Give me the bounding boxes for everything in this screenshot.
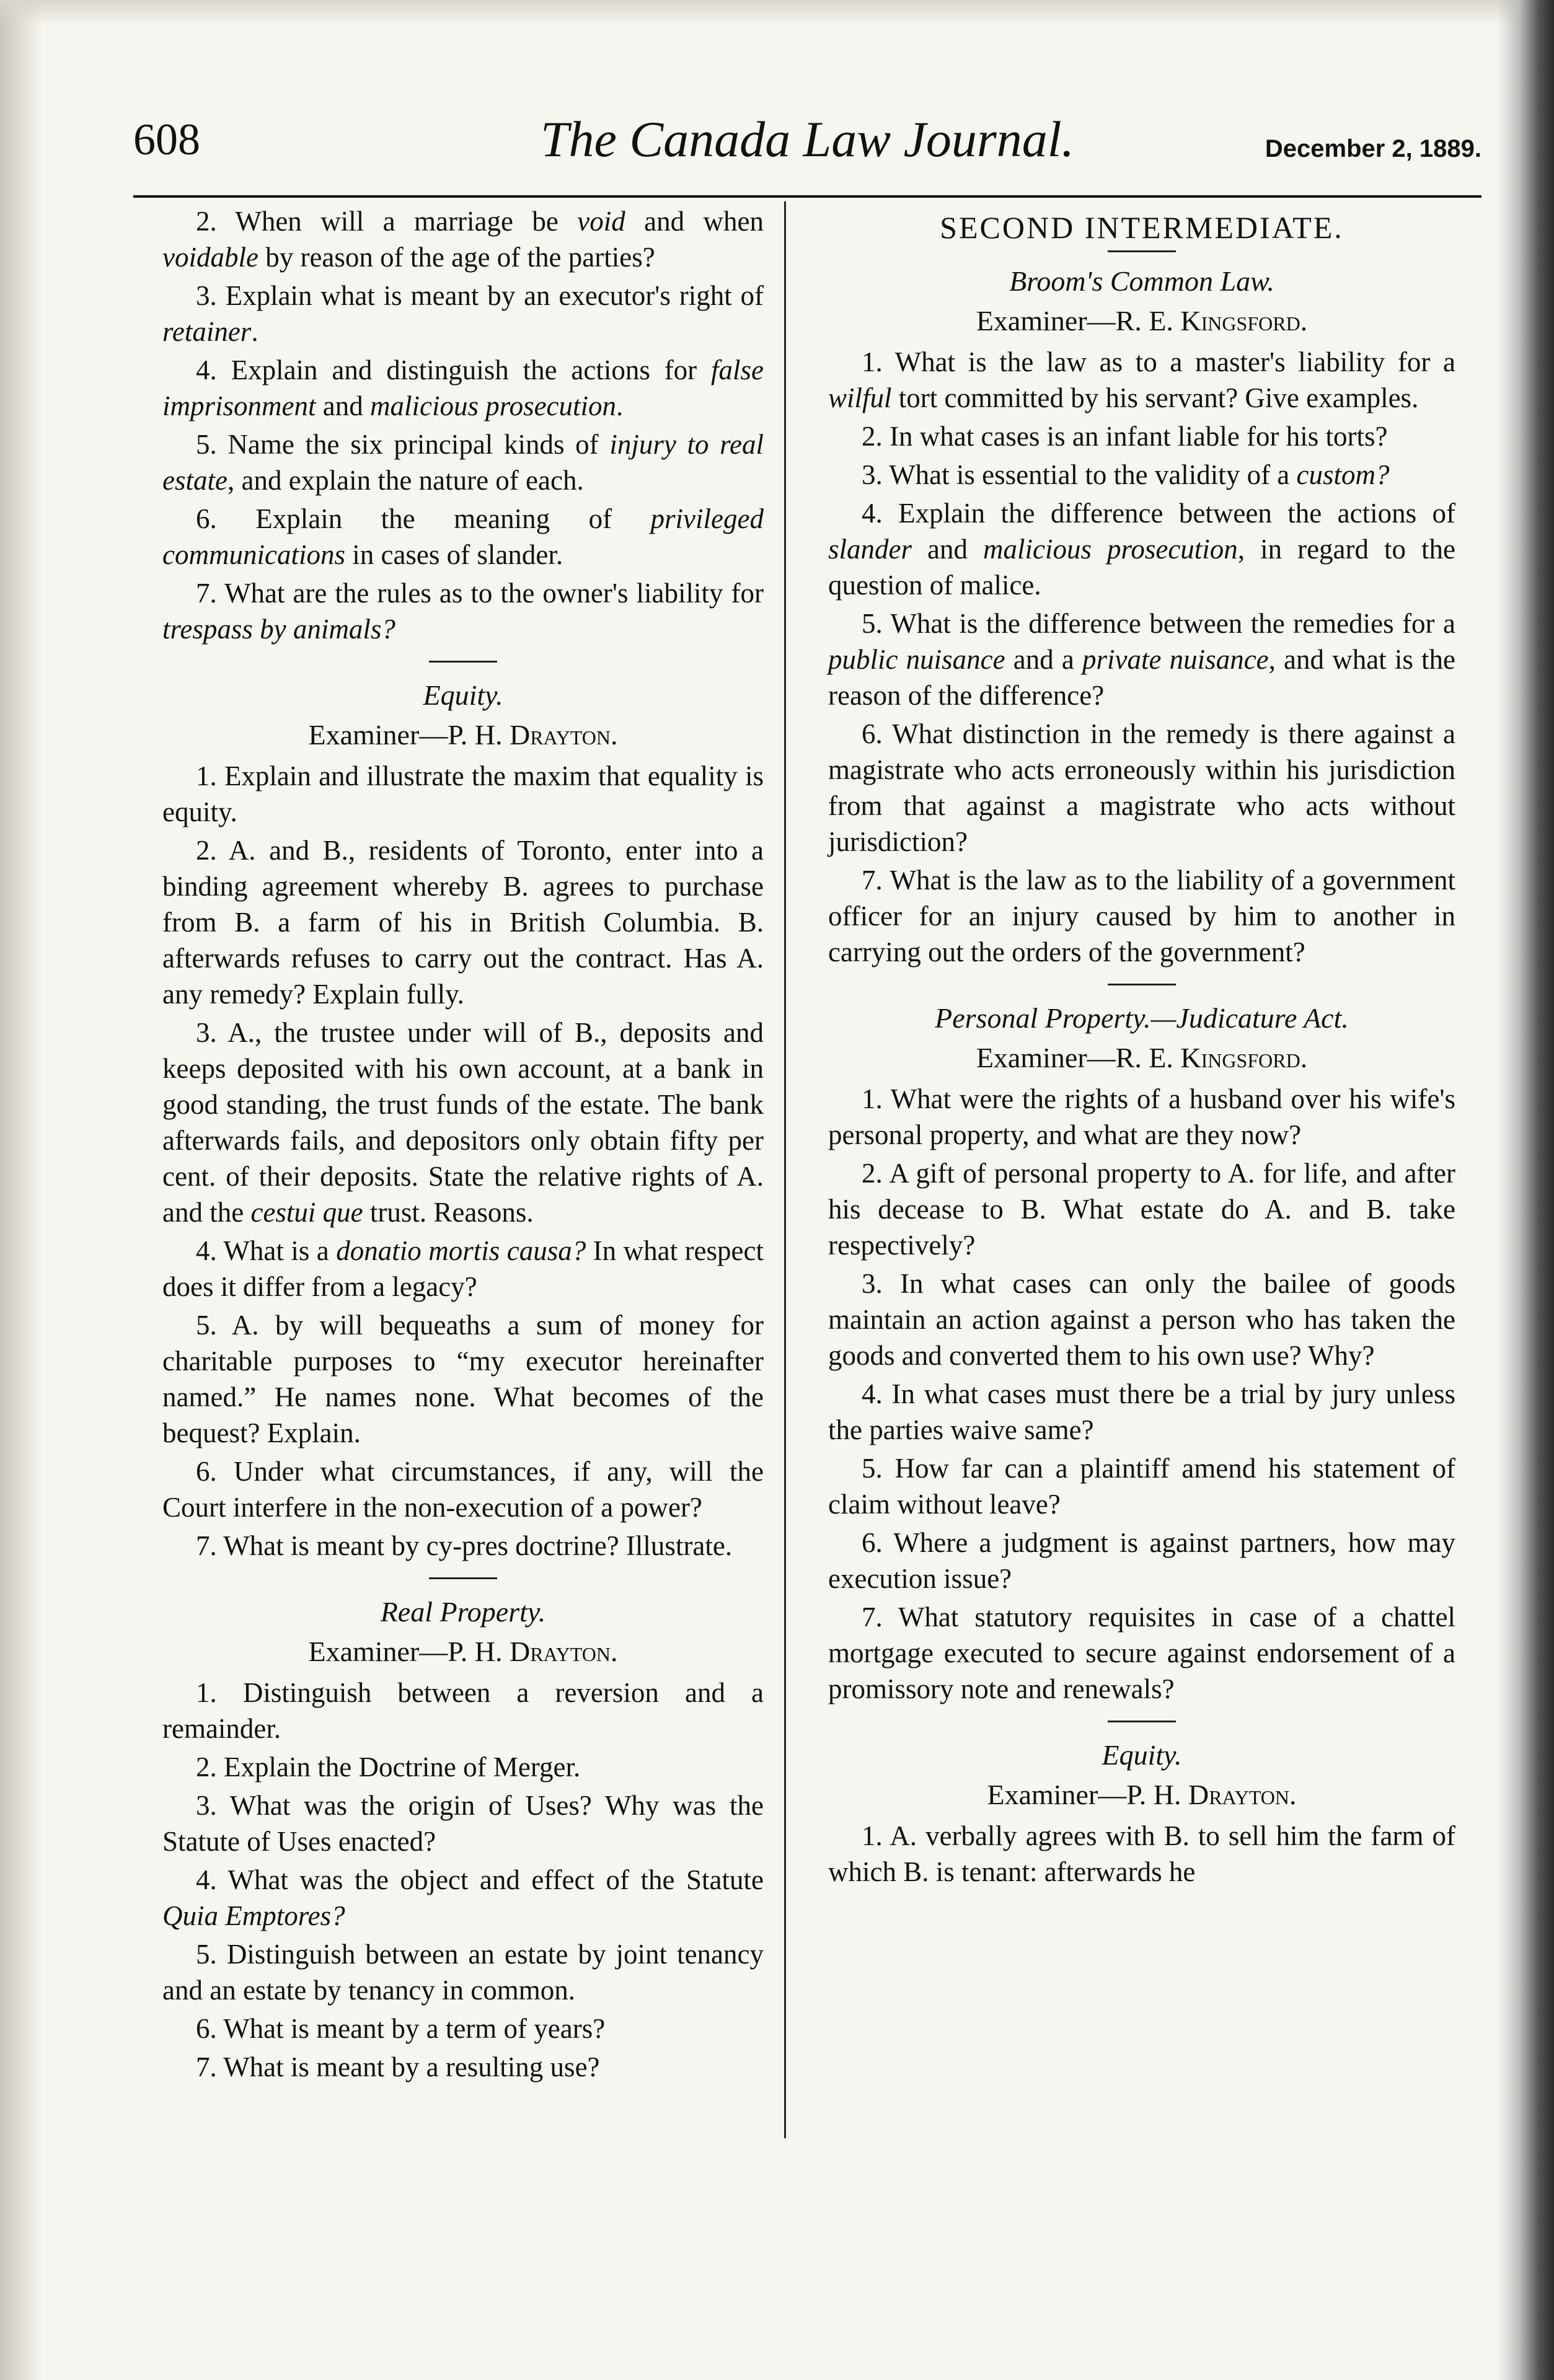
column-divider <box>784 201 786 2138</box>
question-text: and <box>912 534 983 565</box>
real-property-questions <box>162 1675 764 2085</box>
question-text: A. and B., residents of Toronto, enter into a binding agreement whereby B. agrees to purchase from B. a farm of his in British Columbia. B. afterwards refuses to carry out the contract. Has A. any remedy? Explain fully. <box>162 835 764 1010</box>
question-text: Explain the meaning of <box>255 503 651 534</box>
question-text: . <box>616 390 624 421</box>
question-number: 7. <box>196 2052 217 2082</box>
question-number: 3. <box>196 1017 217 1048</box>
question-text: A. by will bequeaths a sum of money for charitable purposes to “my executor hereinafter named.” He names none. What becomes of the bequest? Explain. <box>162 1310 764 1448</box>
question-number: 1. <box>862 1820 883 1851</box>
page-number: 608 <box>133 115 200 164</box>
header-rule <box>133 195 1481 198</box>
question-text: What was the origin of Uses? Why was the Statute of Uses enacted? <box>162 1790 764 1857</box>
question-number: 4. <box>862 498 883 529</box>
italic-term: custom? <box>1296 459 1390 490</box>
question-number: 5. <box>196 1939 217 1970</box>
question-text: What is meant by a term of years? <box>223 2013 606 2044</box>
examiner-line <box>828 1777 1455 1813</box>
question-item <box>162 1936 764 2008</box>
question-item <box>162 1675 764 1747</box>
question-item <box>162 278 764 350</box>
italic-term: public nuisance <box>828 644 1005 675</box>
question-text: What is meant by cy-pres doctrine? Illustrate. <box>223 1530 733 1561</box>
scan-edge-left <box>0 0 43 2380</box>
italic-term: void <box>577 206 625 237</box>
question-text: Where a judgment is against partners, how may execution issue? <box>828 1527 1455 1594</box>
question-number: 6. <box>862 1527 883 1558</box>
question-item <box>162 2049 764 2085</box>
question-text: , in regard to the question of malice. <box>828 534 1455 601</box>
question-item <box>828 1155 1455 1263</box>
question-number: 6. <box>196 2013 217 2044</box>
question-text: , and explain the nature of each. <box>227 465 584 496</box>
question-item <box>828 1818 1455 1890</box>
question-number: 1. <box>196 760 217 791</box>
question-text: Distinguish between an estate by joint tenancy and an estate by tenancy in common. <box>162 1939 764 2006</box>
question-number: 5. <box>196 1310 217 1341</box>
question-item <box>162 501 764 573</box>
question-text: and when <box>625 206 764 237</box>
question-item <box>162 575 764 647</box>
examiner-label: Examiner— <box>308 719 448 751</box>
issue-date: December 2, 1889. <box>1265 135 1481 162</box>
question-number: 7. <box>196 578 217 609</box>
left-column <box>162 203 764 2087</box>
question-item <box>162 203 764 275</box>
question-item <box>162 1749 764 1785</box>
question-number: 2. <box>862 421 883 452</box>
question-item <box>162 1453 764 1525</box>
question-text: A gift of personal property to A. for life, and after his decease to B. What estate do A. and B. take respectively? <box>828 1158 1455 1261</box>
question-item <box>828 418 1455 454</box>
question-text: How far can a plaintiff amend his statement of claim without leave? <box>828 1453 1456 1520</box>
question-text: Name the six principal kinds of <box>227 429 610 460</box>
question-item <box>828 344 1455 416</box>
question-text: What are the rules as to the owner's liability for <box>224 578 764 609</box>
continued-questions <box>162 203 764 647</box>
question-item <box>162 1015 764 1230</box>
question-item <box>162 1787 764 1859</box>
question-item <box>828 862 1455 970</box>
question-item <box>828 606 1455 713</box>
examiner-line <box>162 1634 764 1670</box>
question-text: In what cases is an infant liable for his torts? <box>890 421 1388 452</box>
question-text: Explain the difference between the actions of <box>898 498 1455 529</box>
question-text: What is the law as to a master's liability for a <box>894 346 1456 377</box>
section-title-equity: Equity. <box>423 679 503 711</box>
question-item <box>828 1081 1455 1153</box>
question-item <box>162 1862 764 1934</box>
question-number: 4. <box>196 355 217 386</box>
question-number: 7. <box>196 1530 217 1561</box>
question-number: 4. <box>196 1864 217 1895</box>
question-text: What is essential to the validity of a <box>889 459 1297 490</box>
question-text: Explain the Doctrine of Merger. <box>224 1752 581 1783</box>
question-text: A., the trustee under will of B., deposits and keeps deposited with his own account, at a bank in good standing, the trust funds of the estate. The bank afterwards fails, and depositors only obtain fifty per cent. of their deposits. State the relative rights of A. and the <box>162 1017 764 1228</box>
question-number: 2. <box>196 835 217 866</box>
question-item <box>828 1450 1455 1522</box>
question-text: tort committed by his servant? Give examples. <box>891 382 1419 413</box>
question-item <box>162 1233 764 1305</box>
scan-edge-top <box>0 0 1554 25</box>
italic-term: donatio mortis causa? <box>336 1235 586 1266</box>
question-text: trust. Reasons. <box>363 1197 534 1228</box>
question-text: What is the difference between the remedies for a <box>890 608 1455 639</box>
question-text: In what cases must there be a trial by jury unless the parties waive same? <box>828 1378 1455 1445</box>
italic-term: Quia Emptores? <box>162 1900 345 1931</box>
italic-term: privileged communications <box>162 503 764 570</box>
section-rule <box>1108 250 1176 252</box>
italic-term: wilful <box>828 382 892 413</box>
section-rule <box>429 1577 497 1579</box>
question-text: and <box>316 390 370 421</box>
section-title-equity: Equity. <box>1101 1739 1182 1771</box>
examiner-name: P. H. Drayton. <box>1126 1779 1297 1810</box>
italic-term: voidable <box>162 242 258 273</box>
question-text: Explain and distinguish the actions for <box>231 355 711 386</box>
question-item <box>828 457 1455 493</box>
examiner-line <box>162 717 764 753</box>
question-item <box>828 1376 1455 1448</box>
examiner-name: P. H. Drayton. <box>448 1636 618 1667</box>
question-item <box>828 1266 1455 1373</box>
italic-term: trespass by animals? <box>162 614 395 645</box>
question-number: 6. <box>862 718 883 749</box>
italic-term: retainer <box>162 316 252 347</box>
question-number: 7. <box>862 865 883 896</box>
question-number: 3. <box>862 1268 883 1299</box>
section-title-personal-property: Personal Property.—Judicature Act. <box>935 1002 1349 1034</box>
question-item <box>162 2011 764 2047</box>
question-text: What statutory requisites in case of a chattel mortgage executed to secure against endorsement of a promissory note and renewals? <box>828 1602 1455 1704</box>
question-number: 5. <box>862 1453 883 1484</box>
question-text: What distinction in the remedy is there against a magistrate who acts erroneously within his jurisdiction from that against a magistrate who acts without jurisdiction? <box>828 718 1456 857</box>
section-title-real-property: Real Property. <box>380 1596 546 1628</box>
italic-term: malicious prosecution <box>983 534 1238 565</box>
question-text: What is meant by a resulting use? <box>223 2052 600 2082</box>
question-text: When will a marriage be <box>235 206 578 237</box>
examiner-name: R. E. Kingsford. <box>1115 1042 1308 1073</box>
question-item <box>162 1528 764 1564</box>
question-item <box>162 1307 764 1451</box>
italic-term: private nuisance <box>1082 644 1269 675</box>
question-number: 5. <box>196 429 217 460</box>
examiner-label: Examiner— <box>308 1636 448 1667</box>
question-number: 7. <box>862 1602 883 1633</box>
question-text: A. verbally agrees with B. to sell him the farm of which B. is tenant: afterwards he <box>828 1820 1455 1887</box>
equity-questions <box>162 758 764 1564</box>
section-rule <box>1108 1721 1176 1722</box>
question-number: 1. <box>196 1677 217 1708</box>
question-text: Under what circumstances, if any, will the Court interfere in the non-execution of a power? <box>162 1456 764 1523</box>
question-item <box>828 716 1455 860</box>
personal-property-questions <box>828 1081 1455 1707</box>
question-text: Explain what is meant by an executor's right of <box>225 280 764 311</box>
question-number: 2. <box>196 206 217 237</box>
question-item <box>828 1599 1455 1707</box>
question-text: in cases of slander. <box>345 539 563 570</box>
italic-term: false imprisonment <box>162 355 764 421</box>
question-number: 3. <box>862 459 883 490</box>
question-text: What is a <box>223 1235 337 1266</box>
question-item <box>162 426 764 498</box>
question-text: What were the rights of a husband over his wife's personal property, and what are they now? <box>828 1083 1456 1150</box>
question-number: 6. <box>196 1456 217 1487</box>
question-item <box>162 758 764 830</box>
question-text: Explain and illustrate the maxim that equality is equity. <box>162 760 764 827</box>
page-header <box>133 105 1481 174</box>
question-text: What is the law as to the liability of a government officer for an injury caused by him to another in carrying out the orders of the government? <box>828 865 1455 967</box>
question-text: by reason of the age of the parties? <box>258 242 655 273</box>
italic-term: injury to real estate <box>162 429 764 496</box>
examiner-label: Examiner— <box>976 1042 1116 1073</box>
question-number: 3. <box>196 1790 217 1821</box>
question-number: 4. <box>196 1235 217 1266</box>
question-number: 5. <box>862 608 883 639</box>
examiner-name: P. H. Drayton. <box>448 719 618 751</box>
question-number: 2. <box>196 1752 217 1783</box>
question-item <box>828 1525 1455 1597</box>
journal-title: The Canada Law Journal. <box>540 111 1075 167</box>
question-number: 1. <box>862 346 883 377</box>
examiner-line <box>828 1040 1455 1076</box>
examiner-label: Examiner— <box>976 305 1116 337</box>
section-rule <box>1108 984 1176 985</box>
equity-questions <box>828 1818 1455 1890</box>
question-item <box>162 352 764 424</box>
question-number: 3. <box>196 280 217 311</box>
italic-term: malicious prosecution <box>369 390 617 421</box>
question-number: 6. <box>196 503 217 534</box>
examiner-line <box>828 303 1455 339</box>
right-column <box>828 203 1455 1892</box>
italic-term: slander <box>828 534 912 565</box>
italic-term: cestui que <box>250 1197 363 1228</box>
question-text: , and what is the reason of the difference? <box>828 644 1455 711</box>
question-number: 2. <box>862 1158 883 1189</box>
section-rule <box>429 661 497 663</box>
examiner-label: Examiner— <box>987 1779 1127 1810</box>
scan-edge-right <box>1498 0 1554 2380</box>
question-text: In what cases can only the bailee of goods maintain an action against a person who has taken the goods and converted them to his own use? Why? <box>828 1268 1456 1371</box>
question-item <box>162 832 764 1012</box>
section-title-brooms-common-law: Broom's Common Law. <box>1009 265 1274 297</box>
question-number: 1. <box>862 1083 883 1114</box>
question-text: . <box>251 316 258 347</box>
question-text: and a <box>1005 644 1083 675</box>
question-number: 4. <box>862 1378 883 1409</box>
examiner-name: R. E. Kingsford. <box>1115 305 1308 337</box>
question-text: Distinguish between a reversion and a remainder. <box>162 1677 764 1744</box>
question-item <box>828 495 1455 603</box>
question-text: In what respect does it differ from a legacy? <box>162 1235 764 1302</box>
question-text: What was the object and effect of the Statute <box>227 1864 764 1895</box>
section-heading: SECOND INTERMEDIATE. <box>940 210 1344 245</box>
brooms-questions <box>828 344 1455 970</box>
